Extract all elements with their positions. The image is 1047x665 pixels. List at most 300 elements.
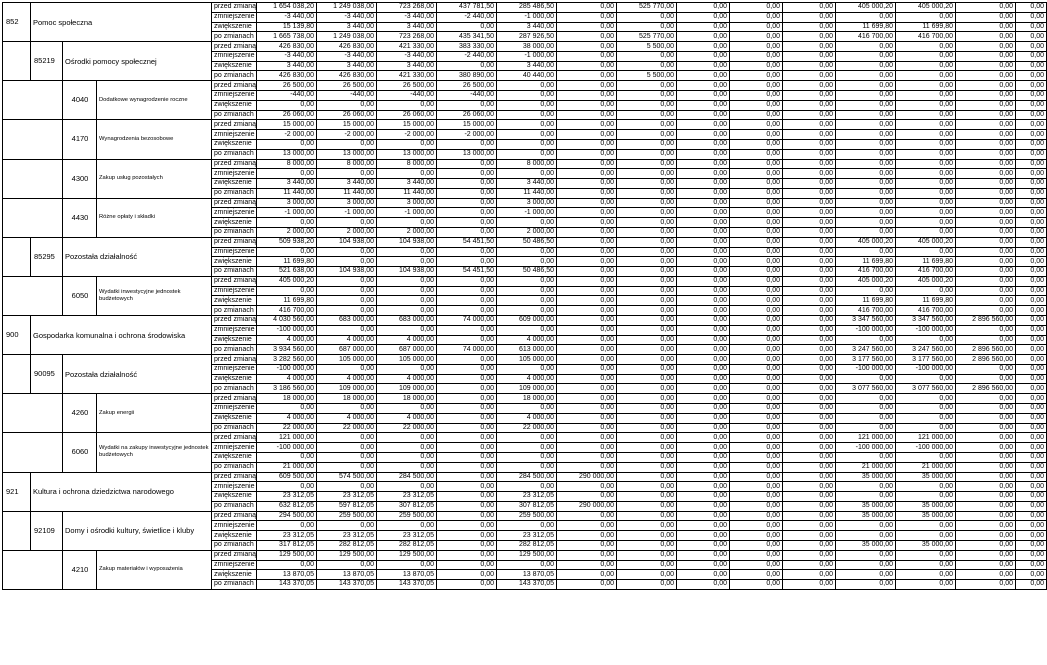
amount-cell: 0,00	[956, 237, 1016, 247]
amount-cell: 3 440,00	[377, 22, 437, 32]
amount-cell: 0,00	[836, 580, 896, 590]
paragraf-code: 4430	[63, 198, 97, 237]
amount-cell: 0,00	[437, 218, 497, 228]
amount-cell: 0,00	[437, 306, 497, 316]
amount-cell: 0,00	[617, 472, 677, 482]
amount-cell: 0,00	[437, 61, 497, 71]
amount-cell: 0,00	[956, 179, 1016, 189]
amount-cell: 0,00	[437, 540, 497, 550]
amount-cell: 0,00	[730, 384, 783, 394]
amount-cell: 0,00	[783, 374, 836, 384]
amount-cell: 0,00	[497, 120, 557, 130]
amount-cell: 0,00	[437, 247, 497, 257]
amount-cell: 3 077 560,00	[896, 384, 956, 394]
amount-cell: 0,00	[377, 482, 437, 492]
amount-cell: 0,00	[956, 413, 1016, 423]
change-type: po zmianach	[212, 501, 257, 511]
amount-cell: 0,00	[617, 355, 677, 365]
amount-cell: 0,00	[617, 335, 677, 345]
amount-cell: 2 896 560,00	[956, 345, 1016, 355]
amount-cell: 0,00	[956, 540, 1016, 550]
amount-cell: 0,00	[497, 257, 557, 267]
amount-cell: 426 830,00	[257, 71, 317, 81]
change-type: po zmianach	[212, 32, 257, 42]
dzial-code: 852	[3, 3, 31, 42]
amount-cell: 0,00	[1016, 345, 1047, 355]
amount-cell: 0,00	[557, 394, 617, 404]
amount-cell: 435 341,50	[437, 32, 497, 42]
amount-cell: 0,00	[617, 237, 677, 247]
amount-cell: 0,00	[617, 257, 677, 267]
amount-cell: 0,00	[257, 286, 317, 296]
amount-cell: 0,00	[677, 540, 730, 550]
amount-cell: 0,00	[783, 335, 836, 345]
amount-cell: 0,00	[377, 364, 437, 374]
amount-cell: 0,00	[437, 433, 497, 443]
amount-cell: 11 699,80	[896, 257, 956, 267]
amount-cell: 0,00	[617, 81, 677, 91]
amount-cell: 0,00	[677, 443, 730, 453]
amount-cell: 0,00	[377, 139, 437, 149]
amount-cell: 0,00	[836, 404, 896, 414]
amount-cell: 307 812,05	[497, 501, 557, 511]
amount-cell: 416 700,00	[257, 306, 317, 316]
change-type: zwiększenie	[212, 61, 257, 71]
amount-cell: 416 700,00	[836, 267, 896, 277]
amount-cell: 35 000,00	[896, 501, 956, 511]
change-type: zwiększenie	[212, 257, 257, 267]
amount-cell: 105 000,00	[317, 355, 377, 365]
dzial-name: Pomoc społeczna	[31, 3, 212, 42]
amount-cell: 0,00	[956, 208, 1016, 218]
amount-cell: 0,00	[437, 227, 497, 237]
amount-cell: 0,00	[617, 110, 677, 120]
amount-cell: 0,00	[956, 110, 1016, 120]
change-type: zwiększenie	[212, 452, 257, 462]
amount-cell: 0,00	[730, 325, 783, 335]
change-type: przed zmianą	[212, 511, 257, 521]
amount-cell: 317 812,05	[257, 540, 317, 550]
amount-cell: 0,00	[1016, 3, 1047, 13]
amount-cell: 4 000,00	[497, 374, 557, 384]
amount-cell: 0,00	[1016, 227, 1047, 237]
amount-cell: 0,00	[1016, 472, 1047, 482]
amount-cell: 0,00	[730, 286, 783, 296]
amount-cell: 0,00	[730, 335, 783, 345]
amount-cell: 2 000,00	[377, 227, 437, 237]
amount-cell: 0,00	[437, 511, 497, 521]
amount-cell: 0,00	[730, 345, 783, 355]
amount-cell: 0,00	[557, 71, 617, 81]
amount-cell: 294 500,00	[257, 511, 317, 521]
empty-cell	[3, 159, 63, 198]
amount-cell: 0,00	[677, 71, 730, 81]
amount-cell: 0,00	[557, 188, 617, 198]
empty-cell	[3, 237, 31, 276]
amount-cell: 0,00	[557, 286, 617, 296]
amount-cell: 0,00	[677, 100, 730, 110]
amount-cell: 0,00	[956, 423, 1016, 433]
amount-cell: 18 000,00	[317, 394, 377, 404]
amount-cell: 0,00	[896, 394, 956, 404]
amount-cell: 4 000,00	[497, 413, 557, 423]
amount-cell: 437 781,50	[437, 3, 497, 13]
amount-cell: 0,00	[836, 188, 896, 198]
amount-cell: 0,00	[730, 316, 783, 326]
amount-cell: 0,00	[783, 227, 836, 237]
amount-cell: 0,00	[783, 325, 836, 335]
amount-cell: 0,00	[956, 188, 1016, 198]
amount-cell: 0,00	[437, 355, 497, 365]
amount-cell: 0,00	[497, 452, 557, 462]
change-type: zmniejszenie	[212, 247, 257, 257]
amount-cell: 0,00	[836, 413, 896, 423]
amount-cell: 0,00	[783, 188, 836, 198]
amount-cell: 0,00	[730, 71, 783, 81]
amount-cell: 0,00	[1016, 12, 1047, 22]
amount-cell: 0,00	[783, 394, 836, 404]
change-type: zwiększenie	[212, 570, 257, 580]
change-type: przed zmianą	[212, 120, 257, 130]
amount-cell: 0,00	[783, 296, 836, 306]
amount-cell: 0,00	[896, 482, 956, 492]
amount-cell: 0,00	[557, 443, 617, 453]
amount-cell: 0,00	[437, 472, 497, 482]
empty-cell	[3, 433, 63, 472]
amount-cell: 23 312,05	[317, 492, 377, 502]
amount-cell: 0,00	[557, 580, 617, 590]
amount-cell: 74 000,00	[437, 316, 497, 326]
amount-cell: 0,00	[497, 364, 557, 374]
amount-cell: 0,00	[956, 531, 1016, 541]
amount-cell: 0,00	[557, 81, 617, 91]
amount-cell: 0,00	[497, 325, 557, 335]
amount-cell: 35 000,00	[836, 511, 896, 521]
amount-cell: 0,00	[497, 139, 557, 149]
amount-cell: 0,00	[956, 462, 1016, 472]
amount-cell: 0,00	[783, 472, 836, 482]
amount-cell: 0,00	[377, 443, 437, 453]
amount-cell: 0,00	[1016, 91, 1047, 101]
amount-cell: 0,00	[956, 159, 1016, 169]
change-type: po zmianach	[212, 149, 257, 159]
amount-cell: 0,00	[557, 345, 617, 355]
amount-cell: 0,00	[617, 550, 677, 560]
change-type: zmniejszenie	[212, 51, 257, 61]
amount-cell: 0,00	[1016, 51, 1047, 61]
paragraf-name: Wydatki na zakupy inwestycyjne jednostek budżetowych	[97, 433, 212, 472]
dzial-code: 921	[3, 472, 31, 511]
amount-cell: 0,00	[497, 443, 557, 453]
amount-cell: 421 330,00	[377, 71, 437, 81]
amount-cell: 0,00	[617, 384, 677, 394]
amount-cell: -100 000,00	[836, 443, 896, 453]
amount-cell: 11 440,00	[317, 188, 377, 198]
paragraf-name: Zakup materiałów i wyposażenia	[97, 550, 212, 589]
amount-cell: 0,00	[617, 570, 677, 580]
amount-cell: 0,00	[377, 560, 437, 570]
amount-cell: 0,00	[317, 364, 377, 374]
amount-cell: 0,00	[377, 462, 437, 472]
amount-cell: 0,00	[677, 188, 730, 198]
amount-cell: 0,00	[956, 149, 1016, 159]
amount-cell: 109 000,00	[377, 384, 437, 394]
amount-cell: 426 830,00	[257, 42, 317, 52]
amount-cell: 0,00	[257, 482, 317, 492]
amount-cell: 0,00	[783, 247, 836, 257]
table-row	[3, 316, 1047, 326]
amount-cell: 0,00	[836, 247, 896, 257]
change-type: przed zmianą	[212, 42, 257, 52]
amount-cell: 0,00	[896, 179, 956, 189]
amount-cell: 0,00	[1016, 580, 1047, 590]
amount-cell: 0,00	[557, 267, 617, 277]
amount-cell: 0,00	[730, 276, 783, 286]
amount-cell: 0,00	[677, 296, 730, 306]
paragraf-name: Zakup energii	[97, 394, 212, 433]
amount-cell: 0,00	[896, 130, 956, 140]
amount-cell: 0,00	[617, 443, 677, 453]
paragraf-code: 4260	[63, 394, 97, 433]
amount-cell: 0,00	[617, 580, 677, 590]
amount-cell: 0,00	[896, 560, 956, 570]
amount-cell: 0,00	[730, 51, 783, 61]
amount-cell: 0,00	[1016, 32, 1047, 42]
amount-cell: 0,00	[257, 560, 317, 570]
amount-cell: 0,00	[730, 120, 783, 130]
amount-cell: 0,00	[1016, 550, 1047, 560]
amount-cell: -1 000,00	[377, 208, 437, 218]
change-type: po zmianach	[212, 267, 257, 277]
amount-cell: 0,00	[557, 540, 617, 550]
amount-cell: 0,00	[557, 247, 617, 257]
change-type: zmniejszenie	[212, 404, 257, 414]
amount-cell: 0,00	[257, 404, 317, 414]
amount-cell: 259 500,00	[317, 511, 377, 521]
change-type: po zmianach	[212, 384, 257, 394]
paragraf-code: 4300	[63, 159, 97, 198]
amount-cell: 0,00	[956, 100, 1016, 110]
amount-cell: 0,00	[617, 198, 677, 208]
amount-cell: 54 451,50	[437, 267, 497, 277]
amount-cell: 3 440,00	[317, 22, 377, 32]
amount-cell: 13 000,00	[257, 149, 317, 159]
amount-cell: 13 870,05	[497, 570, 557, 580]
amount-cell: 0,00	[1016, 120, 1047, 130]
amount-cell: 0,00	[836, 227, 896, 237]
amount-cell: 0,00	[557, 12, 617, 22]
amount-cell: -440,00	[377, 91, 437, 101]
amount-cell: 3 077 560,00	[836, 384, 896, 394]
amount-cell: -3 440,00	[317, 51, 377, 61]
amount-cell: 0,00	[617, 267, 677, 277]
empty-cell	[3, 120, 63, 159]
amount-cell: 0,00	[497, 81, 557, 91]
amount-cell: 0,00	[317, 286, 377, 296]
amount-cell: 121 000,00	[836, 433, 896, 443]
amount-cell: 0,00	[956, 130, 1016, 140]
amount-cell: 21 000,00	[836, 462, 896, 472]
amount-cell: 0,00	[677, 325, 730, 335]
amount-cell: 104 938,00	[377, 237, 437, 247]
amount-cell: 0,00	[730, 32, 783, 42]
change-type: zwiększenie	[212, 218, 257, 228]
amount-cell: 0,00	[617, 501, 677, 511]
amount-cell: 0,00	[377, 325, 437, 335]
amount-cell: 0,00	[730, 188, 783, 198]
amount-cell: 426 830,00	[317, 42, 377, 52]
amount-cell: 13 870,05	[317, 570, 377, 580]
amount-cell: 0,00	[783, 306, 836, 316]
amount-cell: 0,00	[836, 42, 896, 52]
amount-cell: 0,00	[437, 198, 497, 208]
amount-cell: 0,00	[730, 394, 783, 404]
table-row	[3, 511, 1047, 521]
rozdzial-code: 85295	[31, 237, 63, 276]
amount-cell: 0,00	[497, 286, 557, 296]
amount-cell: 0,00	[836, 100, 896, 110]
amount-cell: 0,00	[730, 208, 783, 218]
amount-cell: 0,00	[896, 570, 956, 580]
amount-cell: 38 000,00	[497, 42, 557, 52]
amount-cell: 0,00	[557, 276, 617, 286]
amount-cell: 0,00	[677, 384, 730, 394]
amount-cell: 0,00	[1016, 482, 1047, 492]
amount-cell: 0,00	[1016, 521, 1047, 531]
amount-cell: 0,00	[730, 227, 783, 237]
amount-cell: 0,00	[1016, 413, 1047, 423]
amount-cell: 0,00	[896, 521, 956, 531]
amount-cell: 1 249 038,00	[317, 3, 377, 13]
amount-cell: 0,00	[617, 149, 677, 159]
amount-cell: 0,00	[896, 100, 956, 110]
amount-cell: 0,00	[836, 198, 896, 208]
change-type: po zmianach	[212, 227, 257, 237]
amount-cell: 0,00	[836, 139, 896, 149]
amount-cell: 0,00	[1016, 325, 1047, 335]
amount-cell: 0,00	[377, 296, 437, 306]
amount-cell: 0,00	[557, 374, 617, 384]
amount-cell: 0,00	[783, 355, 836, 365]
amount-cell: 0,00	[896, 12, 956, 22]
amount-cell: 0,00	[730, 257, 783, 267]
amount-cell: 0,00	[783, 550, 836, 560]
amount-cell: 0,00	[836, 335, 896, 345]
amount-cell: 35 000,00	[836, 472, 896, 482]
amount-cell: 0,00	[730, 492, 783, 502]
amount-cell: 290 000,00	[557, 472, 617, 482]
amount-cell: 0,00	[617, 91, 677, 101]
amount-cell: 613 000,00	[497, 345, 557, 355]
amount-cell: 0,00	[1016, 198, 1047, 208]
amount-cell: 0,00	[956, 325, 1016, 335]
amount-cell: 0,00	[677, 130, 730, 140]
amount-cell: 0,00	[677, 276, 730, 286]
change-type: zwiększenie	[212, 139, 257, 149]
amount-cell: 0,00	[497, 433, 557, 443]
amount-cell: 0,00	[1016, 462, 1047, 472]
amount-cell: 0,00	[677, 227, 730, 237]
amount-cell: 0,00	[557, 130, 617, 140]
amount-cell: 609 500,00	[257, 472, 317, 482]
amount-cell: 13 870,05	[257, 570, 317, 580]
amount-cell: 0,00	[836, 169, 896, 179]
empty-cell	[3, 81, 63, 120]
amount-cell: 0,00	[677, 462, 730, 472]
change-type: po zmianach	[212, 580, 257, 590]
amount-cell: 0,00	[836, 570, 896, 580]
amount-cell: 0,00	[437, 159, 497, 169]
amount-cell: 50 486,50	[497, 267, 557, 277]
amount-cell: 0,00	[437, 276, 497, 286]
amount-cell: 0,00	[896, 159, 956, 169]
amount-cell: 0,00	[1016, 61, 1047, 71]
amount-cell: 0,00	[677, 208, 730, 218]
amount-cell: 0,00	[730, 501, 783, 511]
amount-cell: 2 896 560,00	[956, 384, 1016, 394]
amount-cell: 0,00	[1016, 492, 1047, 502]
amount-cell: -1 000,00	[317, 208, 377, 218]
amount-cell: 2 000,00	[317, 227, 377, 237]
amount-cell: 0,00	[783, 433, 836, 443]
amount-cell: 0,00	[617, 61, 677, 71]
amount-cell: 0,00	[730, 218, 783, 228]
amount-cell: 0,00	[956, 472, 1016, 482]
amount-cell: 0,00	[557, 198, 617, 208]
amount-cell: 8 000,00	[377, 159, 437, 169]
paragraf-name: Wynagrodzenia bezosobowe	[97, 120, 212, 159]
amount-cell: 0,00	[730, 540, 783, 550]
amount-cell: 525 770,00	[617, 32, 677, 42]
amount-cell: 0,00	[557, 521, 617, 531]
amount-cell: 0,00	[377, 306, 437, 316]
amount-cell: 5 500,00	[617, 71, 677, 81]
amount-cell: 0,00	[896, 61, 956, 71]
amount-cell: 54 451,50	[437, 237, 497, 247]
amount-cell: 0,00	[497, 296, 557, 306]
amount-cell: 11 699,80	[836, 22, 896, 32]
change-type: zmniejszenie	[212, 364, 257, 374]
amount-cell: 109 000,00	[497, 384, 557, 394]
amount-cell: 0,00	[257, 521, 317, 531]
amount-cell: 26 060,00	[437, 110, 497, 120]
change-type: zmniejszenie	[212, 91, 257, 101]
amount-cell: 0,00	[557, 413, 617, 423]
amount-cell: 2 000,00	[497, 227, 557, 237]
amount-cell: 18 000,00	[497, 394, 557, 404]
amount-cell: 22 000,00	[497, 423, 557, 433]
table-row	[3, 159, 1047, 169]
amount-cell: 0,00	[677, 42, 730, 52]
amount-cell: 0,00	[557, 22, 617, 32]
amount-cell: 0,00	[617, 452, 677, 462]
amount-cell: 0,00	[1016, 81, 1047, 91]
change-type: po zmianach	[212, 462, 257, 472]
amount-cell: 0,00	[617, 286, 677, 296]
amount-cell: 0,00	[783, 32, 836, 42]
amount-cell: 15 000,00	[437, 120, 497, 130]
amount-cell: 0,00	[617, 364, 677, 374]
change-type: przed zmianą	[212, 355, 257, 365]
amount-cell: 4 000,00	[257, 335, 317, 345]
amount-cell: 0,00	[1016, 384, 1047, 394]
amount-cell: 0,00	[557, 423, 617, 433]
dzial-name: Gospodarka komunalna i ochrona środowiska	[31, 316, 212, 355]
amount-cell: 22 000,00	[317, 423, 377, 433]
amount-cell: 0,00	[377, 247, 437, 257]
amount-cell: 4 000,00	[377, 335, 437, 345]
amount-cell: 0,00	[677, 335, 730, 345]
